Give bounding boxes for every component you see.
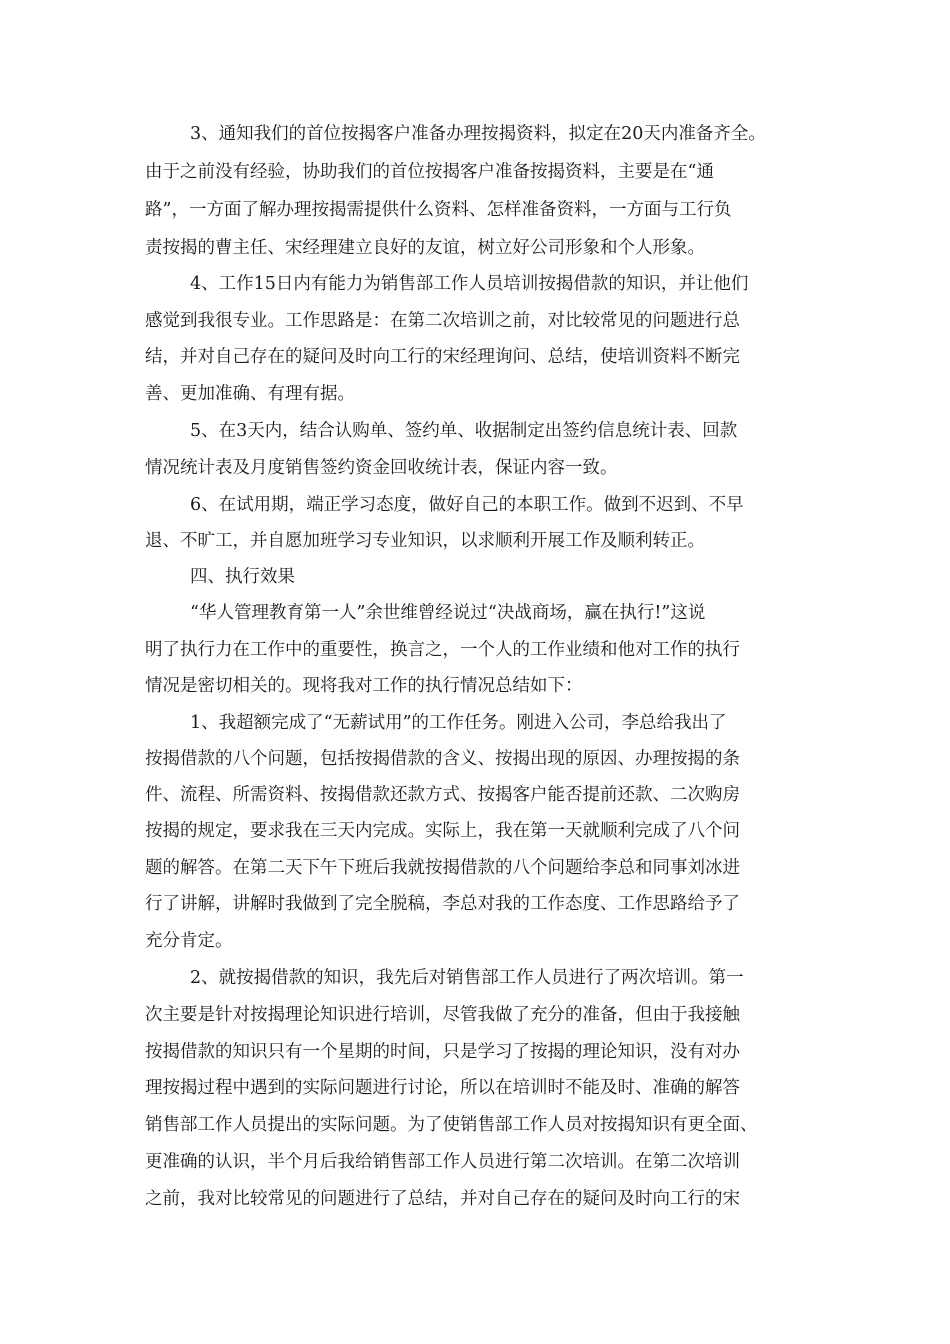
text-line: 6、在试用期，端正学习态度，做好自己的本职工作。做到不迟到、不早 — [190, 495, 744, 515]
text-line: 情况统计表及月度销售签约资金回收统计表，保证内容一致。 — [145, 458, 618, 478]
text-line: “华人管理教育第一人”余世维曾经说过“决战商场，赢在执行!”这说 — [190, 603, 706, 623]
text-line: 件、流程、所需资料、按揭借款还款方式、按揭客户能否提前还款、二次购房 — [145, 785, 740, 805]
text-line: 更准确的认识，半个月后我给销售部工作人员进行第二次培训。在第二次培训 — [145, 1152, 740, 1172]
text-line: 2、就按揭借款的知识，我先后对销售部工作人员进行了两次培训。第一 — [190, 968, 744, 988]
text-line: 责按揭的曹主任、宋经理建立良好的友谊，树立好公司形象和个人形象。 — [145, 238, 705, 258]
text-line: 次主要是针对按揭理论知识进行培训，尽管我做了充分的准备，但由于我接触 — [145, 1005, 740, 1025]
text-line: 充分肯定。 — [145, 931, 233, 951]
text-line: 路”，一方面了解办理按揭需提供什么资料、怎样准备资料，一方面与工行负 — [145, 200, 732, 220]
section-heading: 四、执行效果 — [190, 567, 295, 587]
text-line: 4、工作15日内有能力为销售部工作人员培训按揭借款的知识，并让他们 — [190, 274, 749, 294]
text-line: 题的解答。在第二天下午下班后我就按揭借款的八个问题给李总和同事刘冰进 — [145, 858, 740, 878]
text-line: 由于之前没有经验，协助我们的首位按揭客户准备按揭资料，主要是在“通 — [145, 162, 714, 182]
text-line: 结，并对自己存在的疑问及时向工行的宋经理询问、总结，使培训资料不断完 — [145, 347, 740, 367]
text-line: 销售部工作人员提出的实际问题。为了使销售部工作人员对按揭知识有更全面、 — [145, 1115, 758, 1135]
text-line: 按揭借款的知识只有一个星期的时间，只是学习了按揭的理论知识，没有对办 — [145, 1042, 740, 1062]
text-line: 行了讲解，讲解时我做到了完全脱稿，李总对我的工作态度、工作思路给予了 — [145, 894, 740, 914]
text-line: 明了执行力在工作中的重要性，换言之，一个人的工作业绩和他对工作的执行 — [145, 640, 740, 660]
text-line: 按揭的规定，要求我在三天内完成。实际上，我在第一天就顺利完成了八个问 — [145, 821, 740, 841]
text-line: 情况是密切相关的。现将我对工作的执行情况总结如下： — [145, 676, 583, 696]
text-line: 感觉到我很专业。工作思路是：在第二次培训之前，对比较常见的问题进行总 — [145, 311, 740, 331]
text-line: 退、不旷工，并自愿加班学习专业知识，以求顺利开展工作及顺利转正。 — [145, 531, 705, 551]
text-line: 善、更加准确、有理有据。 — [145, 384, 355, 404]
text-line: 之前，我对比较常见的问题进行了总结，并对自己存在的疑问及时向工行的宋 — [145, 1189, 740, 1209]
text-line: 按揭借款的八个问题，包括按揭借款的含义、按揭出现的原因、办理按揭的条 — [145, 749, 740, 769]
text-line: 理按揭过程中遇到的实际问题进行讨论，所以在培训时不能及时、准确的解答 — [145, 1078, 740, 1098]
text-line: 5、在3天内，结合认购单、签约单、收据制定出签约信息统计表、回款 — [190, 421, 738, 441]
text-line: 1、我超额完成了“无薪试用”的工作任务。刚进入公司，李总给我出了 — [190, 713, 727, 733]
text-line: 3、通知我们的首位按揭客户准备办理按揭资料，拟定在20天内准备齐全。 — [190, 124, 766, 144]
